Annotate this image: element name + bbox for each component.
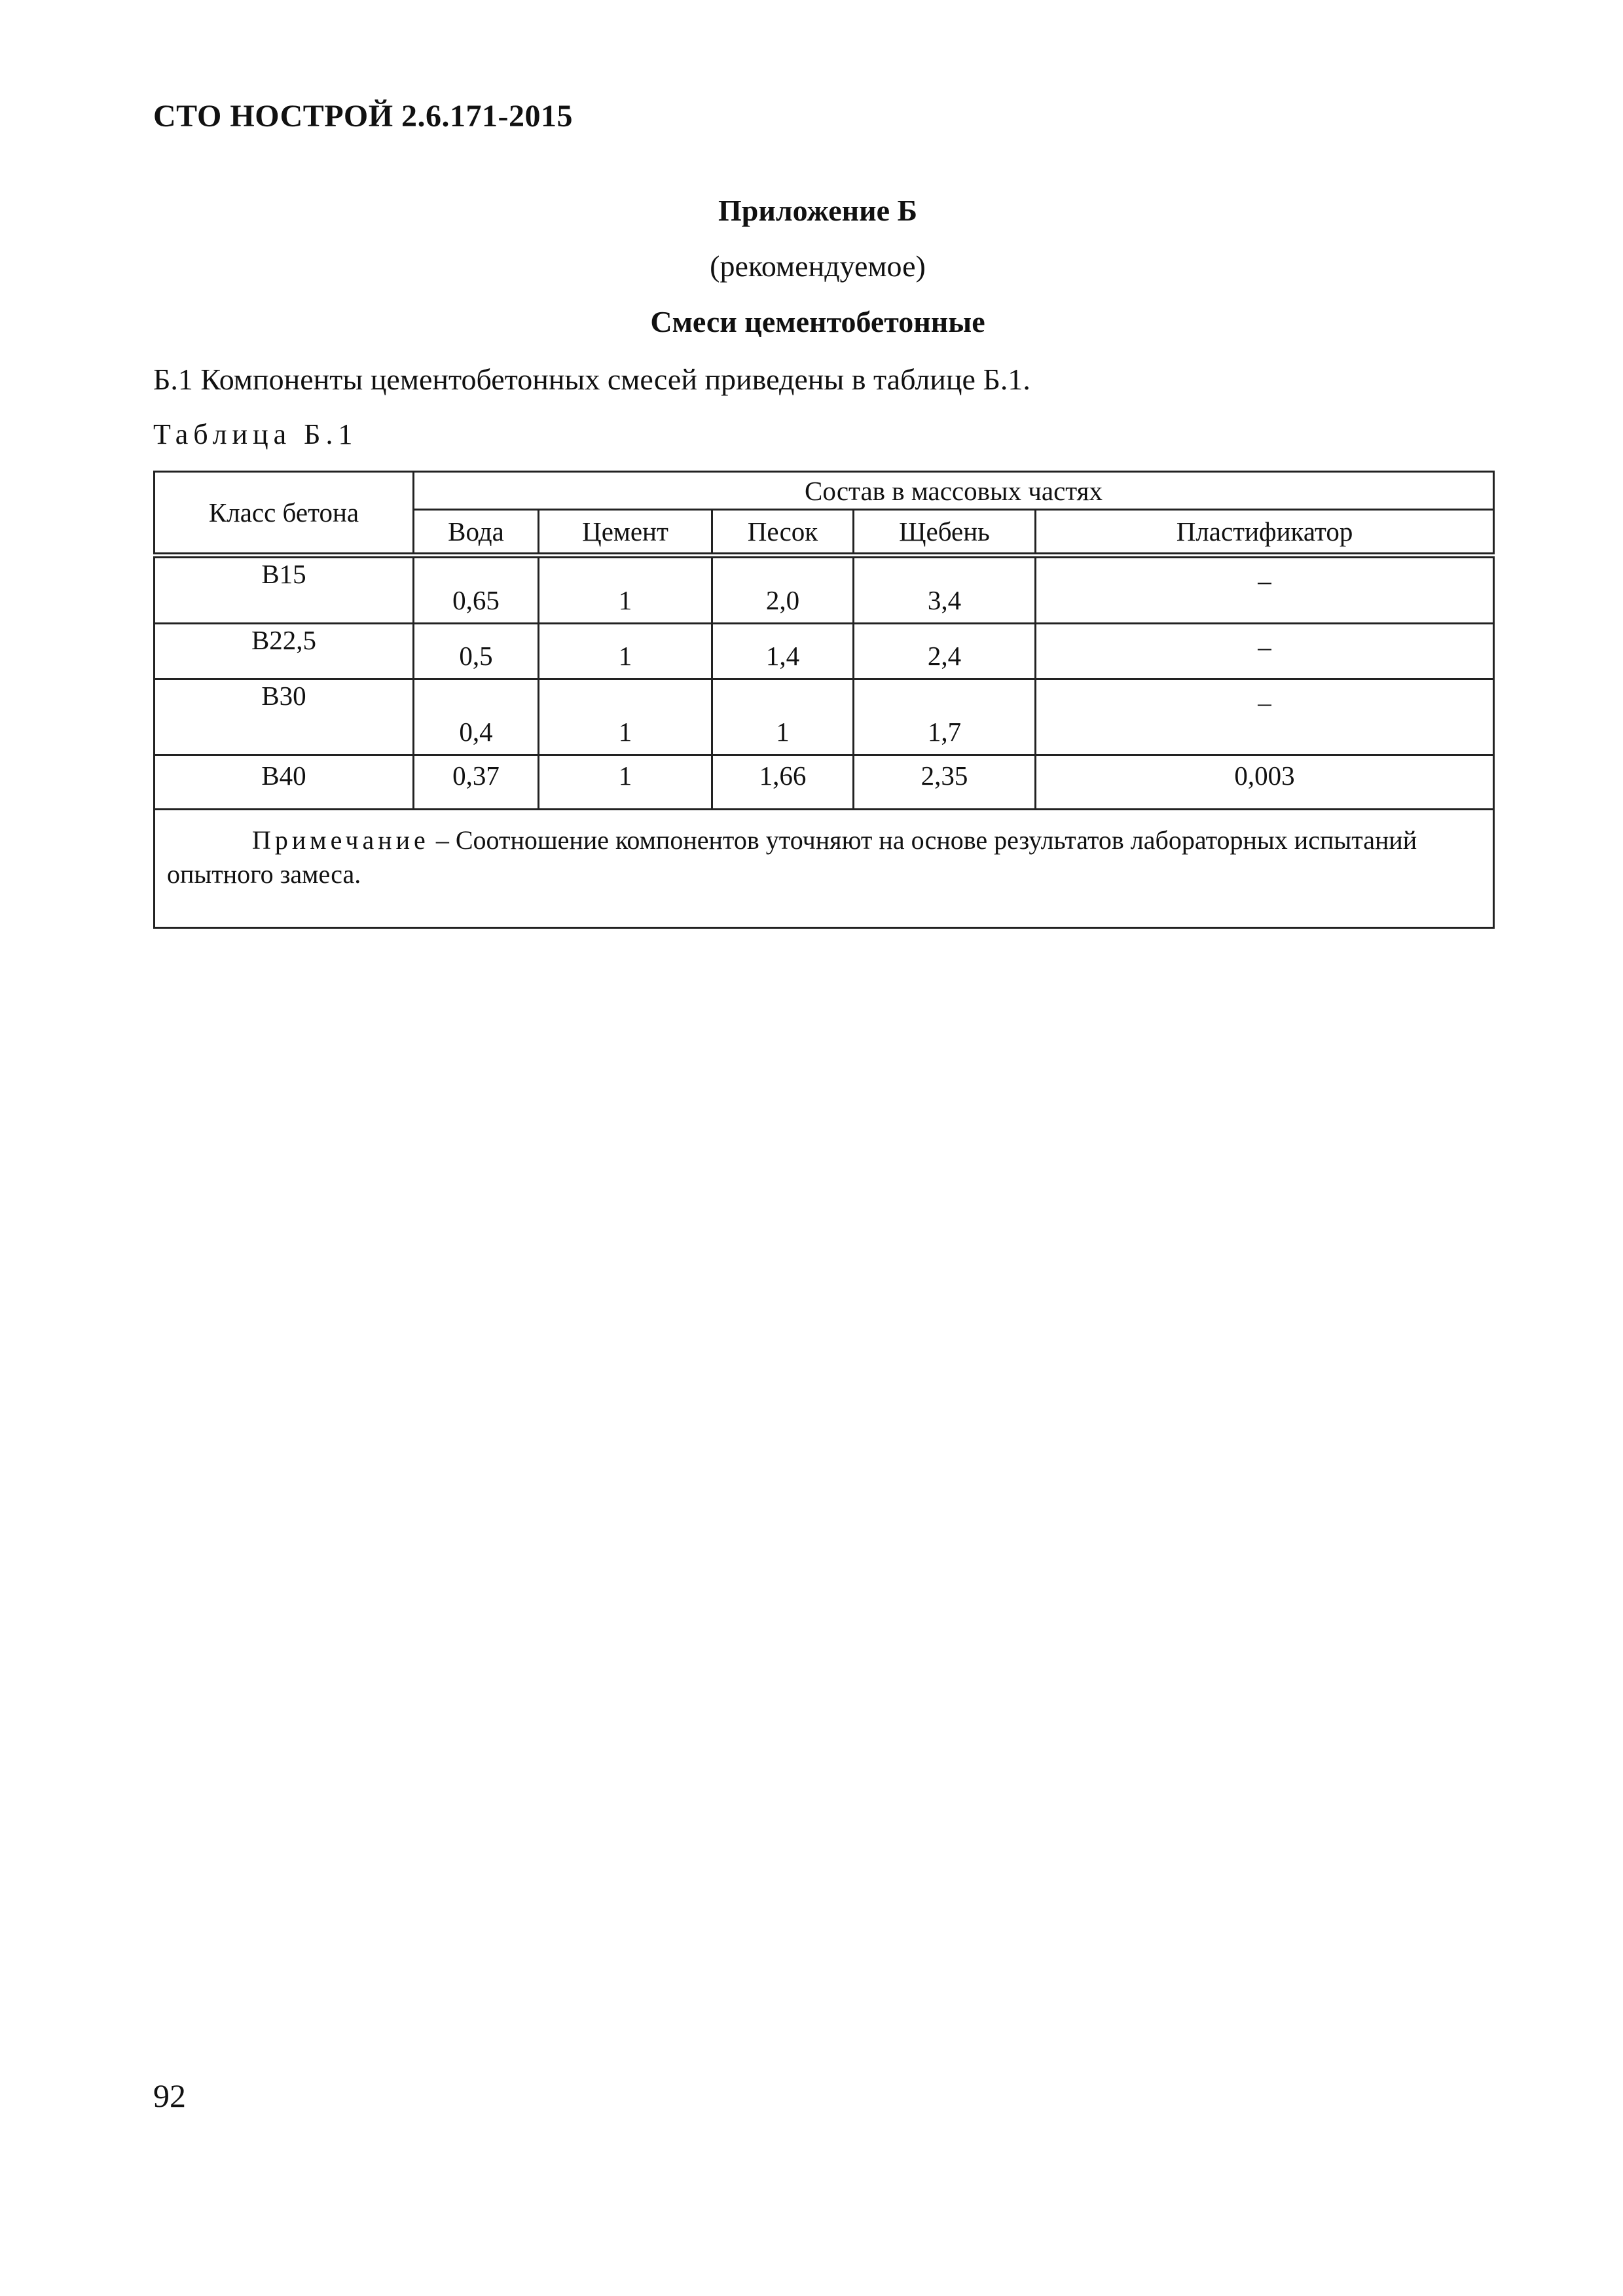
appendix-status: (рекомендуемое) — [710, 249, 926, 283]
note-text: – Соотношение компонентов уточняют на основе результатов лабораторных испытаний опытного замеса. — [167, 825, 1417, 889]
concrete-mix-table — [153, 471, 1495, 929]
cell-cement: 1 — [539, 755, 712, 810]
cell-sand: 1,66 — [712, 755, 854, 810]
table-row — [155, 755, 1494, 810]
header-composition-group: Состав в массовых частях — [414, 472, 1494, 510]
table-row — [155, 624, 1494, 679]
cell-plasticizer: – — [1036, 556, 1494, 624]
table-caption: Таблица Б.1 — [153, 418, 358, 450]
cell-gravel: 2,35 — [854, 755, 1036, 810]
header-gravel: Щебень — [854, 510, 1036, 556]
cell-plasticizer: – — [1036, 624, 1494, 679]
header-concrete-class: Класс бетона — [155, 472, 414, 556]
section-title: Смеси цементобетонные — [650, 305, 985, 338]
table-row — [155, 679, 1494, 755]
page-number: 92 — [153, 2077, 186, 2114]
cell-water: 0,37 — [414, 755, 539, 810]
header-water: Вода — [414, 510, 539, 556]
cell-sand: 1,4 — [712, 624, 854, 679]
note-label: Примечание — [252, 825, 429, 855]
cell-water: 0,5 — [414, 624, 539, 679]
table-note — [155, 810, 1494, 928]
cell-water: 0,4 — [414, 679, 539, 755]
table-row — [155, 556, 1494, 624]
cell-concrete-class: B30 — [155, 679, 414, 755]
cell-sand: 1 — [712, 679, 854, 755]
header-plasticizer: Пластификатор — [1036, 510, 1494, 556]
cell-gravel: 3,4 — [854, 556, 1036, 624]
cell-cement: 1 — [539, 679, 712, 755]
cell-plasticizer: 0,003 — [1036, 755, 1494, 810]
cell-cement: 1 — [539, 624, 712, 679]
cell-concrete-class: B22,5 — [155, 624, 414, 679]
cell-water: 0,65 — [414, 556, 539, 624]
cell-gravel: 2,4 — [854, 624, 1036, 679]
appendix-title: Приложение Б — [718, 194, 918, 227]
cell-gravel: 1,7 — [854, 679, 1036, 755]
cell-concrete-class: B40 — [155, 755, 414, 810]
cell-concrete-class: B15 — [155, 556, 414, 624]
cell-cement: 1 — [539, 556, 712, 624]
header-sand: Песок — [712, 510, 854, 556]
intro-paragraph: Б.1 Компоненты цементобетонных смесей приведены в таблице Б.1. — [153, 363, 1030, 396]
document-code-header: СТО НОСТРОЙ 2.6.171-2015 — [153, 99, 574, 134]
header-cement: Цемент — [539, 510, 712, 556]
cell-sand: 2,0 — [712, 556, 854, 624]
cell-plasticizer: – — [1036, 679, 1494, 755]
